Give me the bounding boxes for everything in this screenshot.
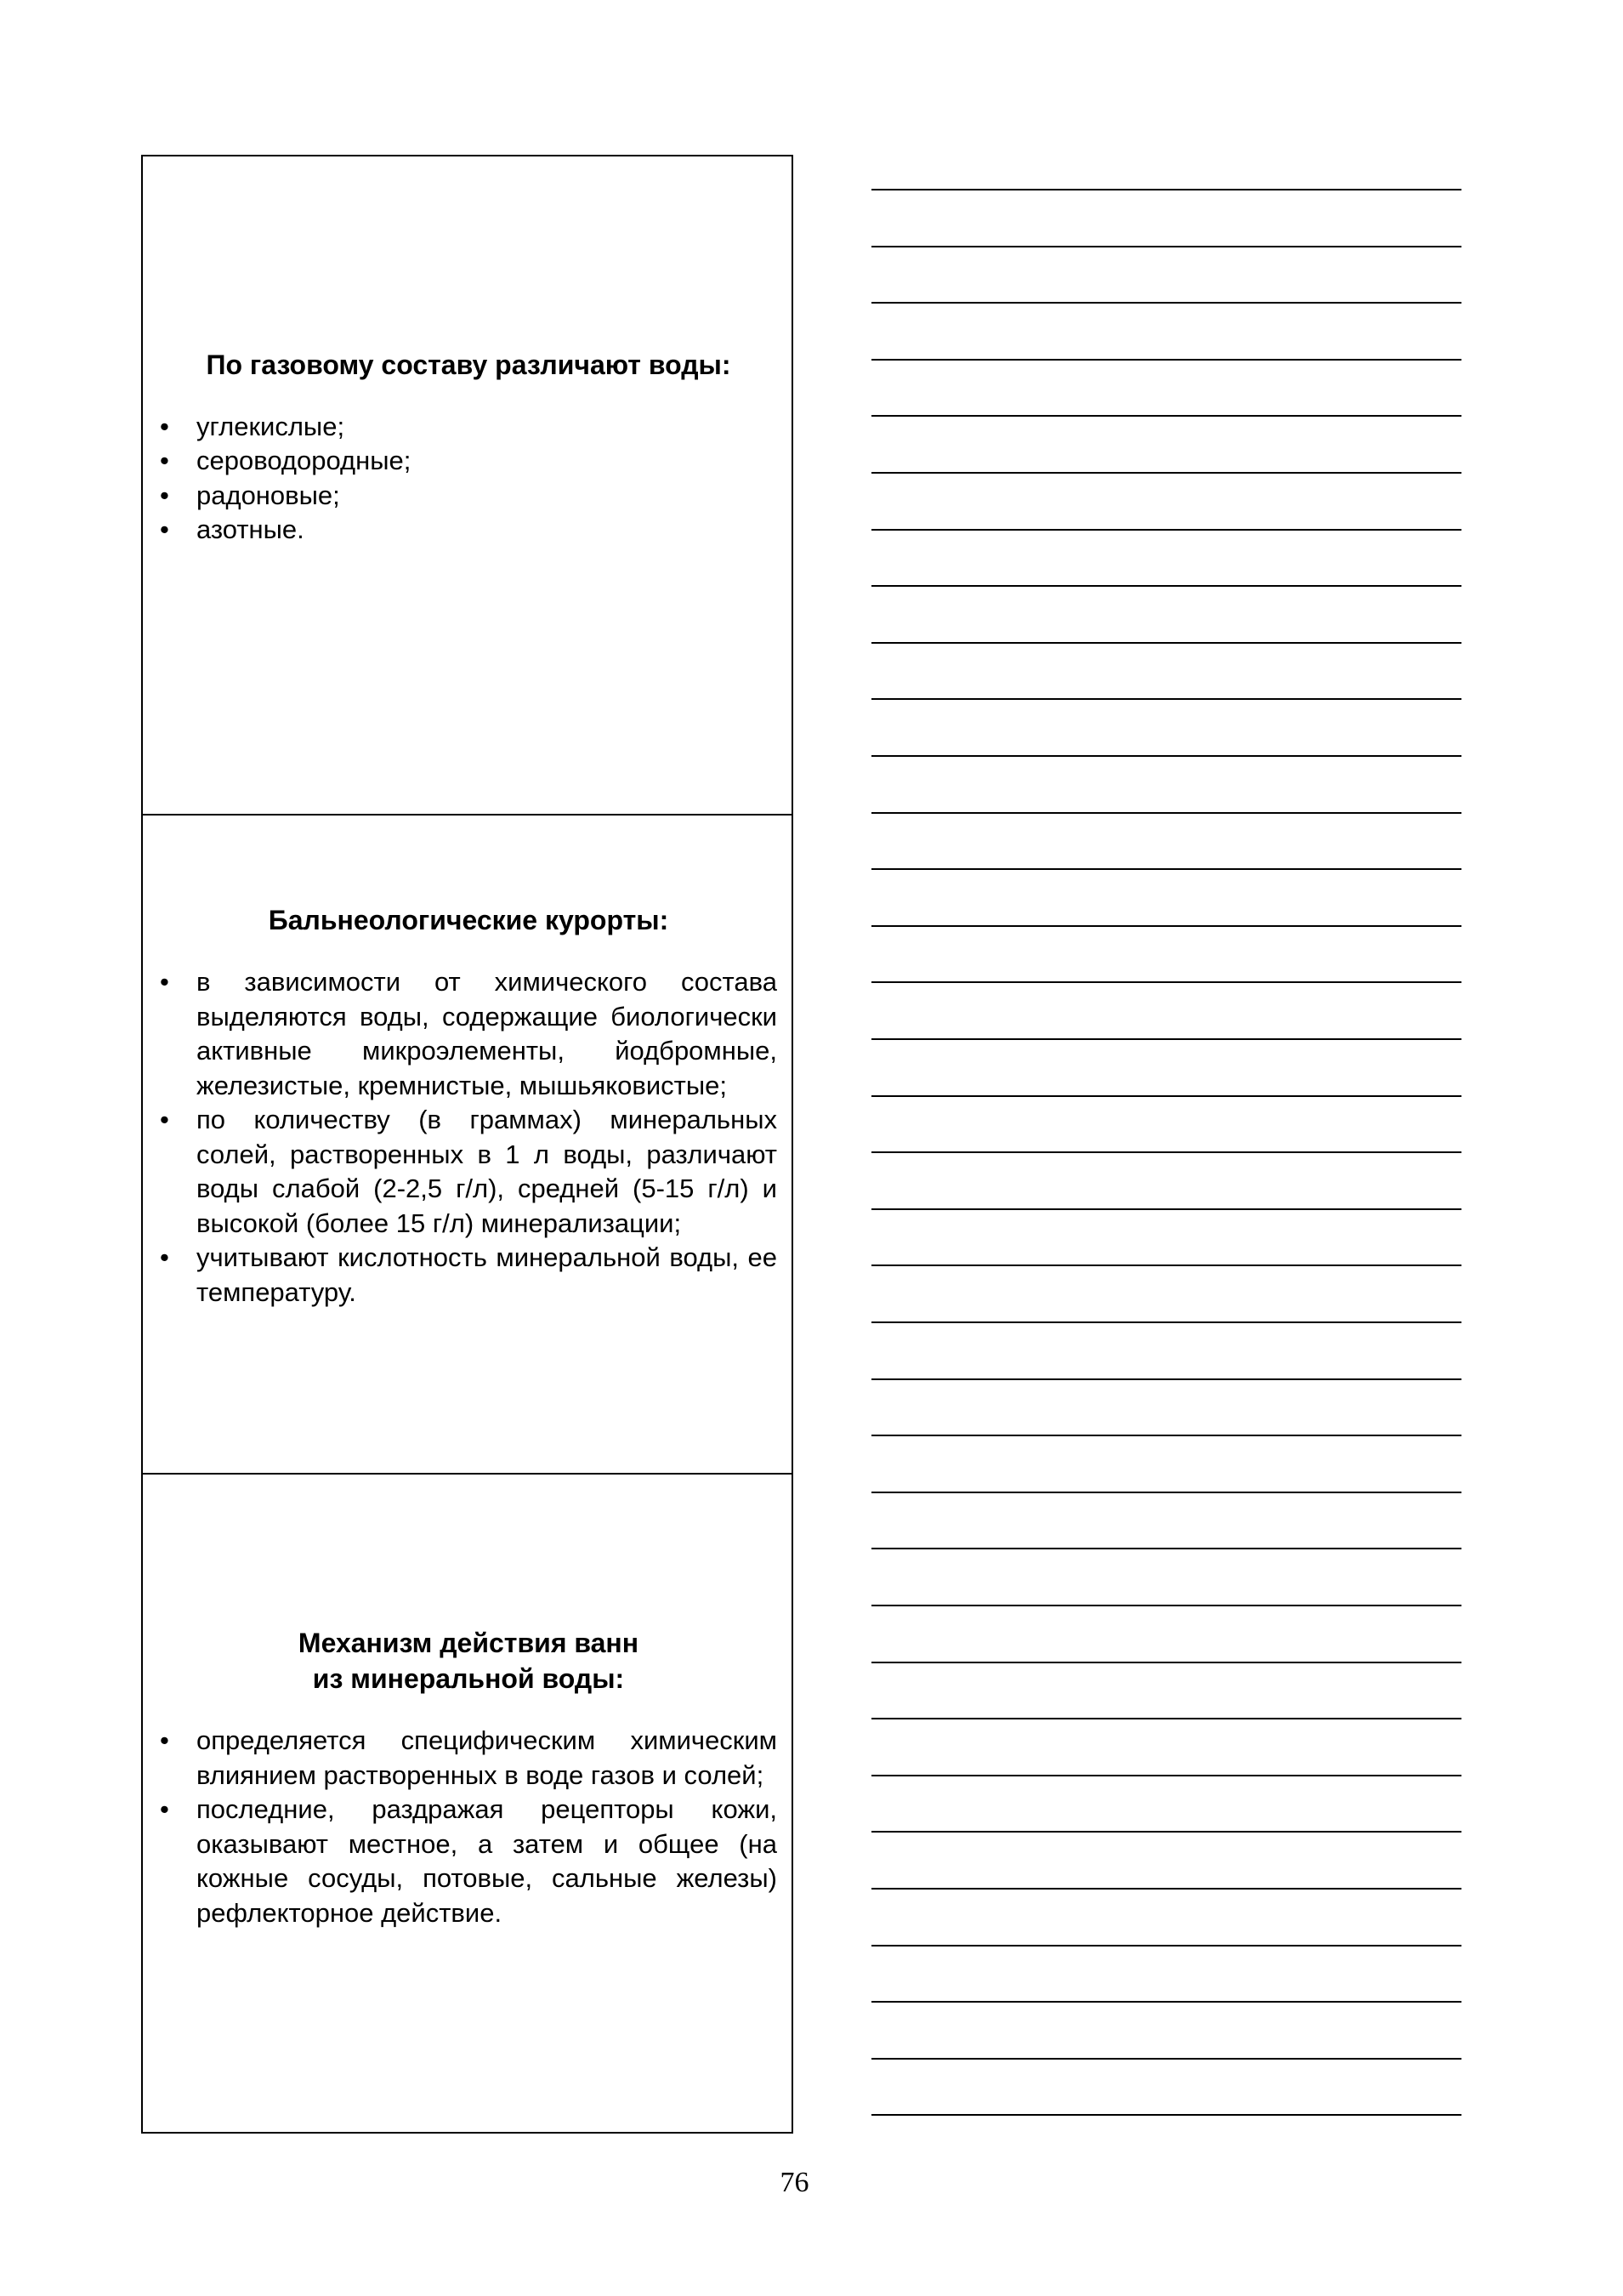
bath-mechanism-box [141, 1473, 793, 2134]
ruled-line [871, 1378, 1461, 1380]
list-item: • радоновые; [160, 479, 777, 514]
section-title: Бальнеологические курорты: [268, 905, 669, 935]
balneological-resorts-box [141, 814, 793, 1475]
ruled-line [871, 415, 1461, 417]
ruled-line [871, 981, 1461, 983]
ruled-line [871, 1435, 1461, 1436]
ruled-line [871, 868, 1461, 870]
page-number: 76 [780, 2167, 809, 2198]
ruled-line [871, 1208, 1461, 1210]
ruled-line [871, 755, 1461, 757]
ruled-line [871, 2001, 1461, 2003]
section-title: По газовому составу различают воды: [206, 349, 731, 380]
ruled-line [871, 1321, 1461, 1323]
ruled-line [871, 698, 1461, 700]
ruled-line [871, 529, 1461, 531]
ruled-line [871, 1662, 1461, 1663]
ruled-line [871, 2114, 1461, 2116]
ruled-line [871, 1038, 1461, 1040]
ruled-line [871, 1945, 1461, 1946]
ruled-line [871, 1775, 1461, 1776]
bullet-list [160, 965, 777, 1310]
ruled-line [871, 1605, 1461, 1606]
ruled-line [871, 359, 1461, 361]
ruled-line [871, 1718, 1461, 1719]
list-item: • углекислые; [160, 410, 777, 445]
ruled-line [871, 812, 1461, 814]
ruled-line [871, 1095, 1461, 1097]
list-item: • по количеству (в граммах) минеральных солей, растворенных в 1 л воды, различают воды слабой (2-2,5 г/л), средней (5-15 г/л) и высокой (более 15 г/л) минерализации; [160, 1103, 777, 1241]
ruled-line [871, 925, 1461, 927]
list-item: • сероводородные; [160, 444, 777, 479]
list-item: • учитывают кислотность минеральной воды, ее температуру. [160, 1241, 777, 1310]
ruled-line [871, 472, 1461, 474]
ruled-line [871, 1548, 1461, 1549]
section-title: Механизм действия ванн из минеральной воды: [298, 1628, 639, 1694]
ruled-line [871, 585, 1461, 587]
ruled-line [871, 1492, 1461, 1493]
ruled-line [871, 1265, 1461, 1266]
ruled-line [871, 1151, 1461, 1153]
ruled-line [871, 2058, 1461, 2060]
list-item: • последние, раздражая рецепторы кожи, оказывают местное, а затем и общее (на кожные сосуды, потовые, сальные железы) рефлекторное действие. [160, 1793, 777, 1930]
bullet-list [160, 410, 777, 548]
ruled-line [871, 642, 1461, 644]
list-item: • в зависимости от химического состава выделяются воды, содержащие биологически активные микроэлементы, йодбромные, железистые, кремнистые, мышьяковистые; [160, 965, 777, 1103]
ruled-line [871, 302, 1461, 304]
gas-composition-box [141, 155, 793, 816]
ruled-line [871, 189, 1461, 190]
ruled-lines-area [871, 0, 1461, 2296]
ruled-line [871, 1888, 1461, 1890]
bullet-list [160, 1724, 777, 1930]
ruled-line [871, 246, 1461, 247]
ruled-line [871, 1831, 1461, 1833]
list-item: • азотные. [160, 513, 777, 548]
list-item: • определяется специфическим химическим влиянием растворенных в воде газов и солей; [160, 1724, 777, 1793]
